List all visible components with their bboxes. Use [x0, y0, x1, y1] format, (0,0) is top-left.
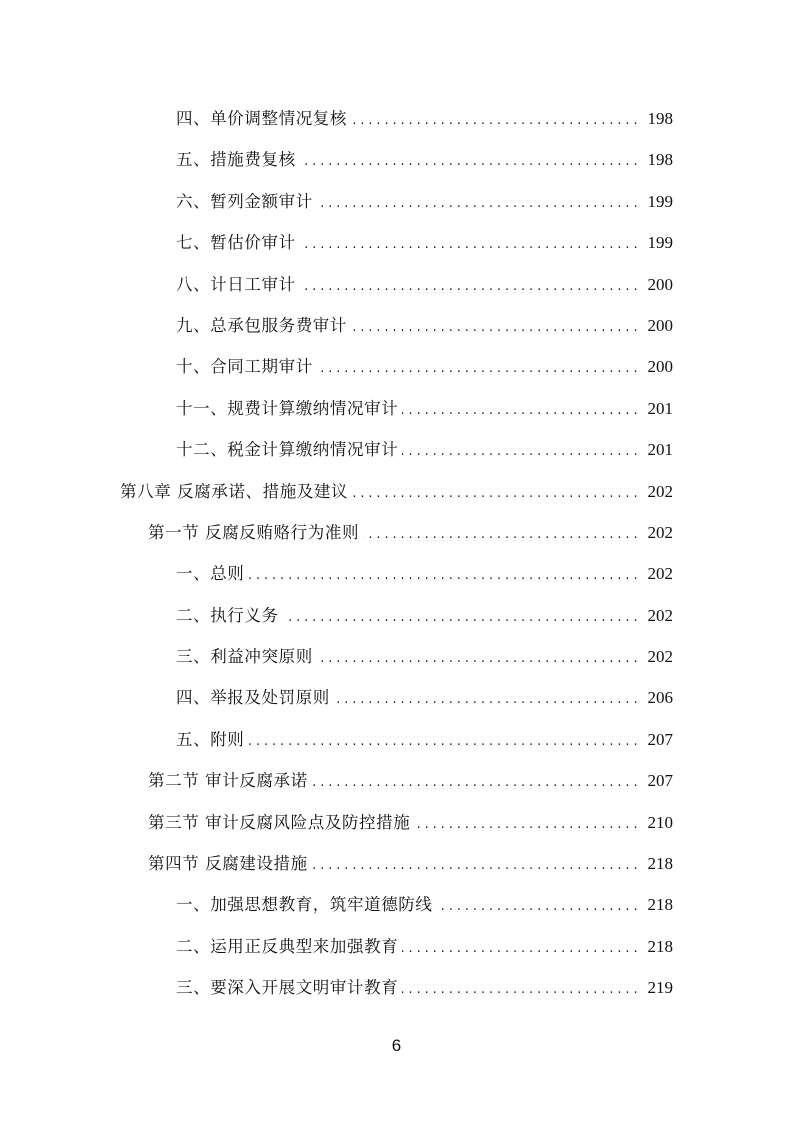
toc-section-entry[interactable]: [0, 760, 793, 801]
toc-entry-title: 第一节 反腐反贿赂行为准则: [148, 522, 360, 542]
dot-leader: [312, 762, 642, 803]
toc-subsection-entry[interactable]: [0, 595, 793, 636]
toc-entry-title: 第八章 反腐承诺、措施及建议: [120, 481, 349, 501]
toc-subsection-entry[interactable]: [0, 967, 793, 1008]
toc-subsection-entry[interactable]: [0, 926, 793, 967]
toc-entry-title: 二、运用正反典型来加强教育: [176, 936, 399, 956]
toc-entry-page-number: 218: [647, 936, 673, 956]
dot-leader: [402, 390, 641, 431]
dot-leader: [317, 183, 642, 224]
toc-entry-title: 四、单价调整情况复核: [176, 109, 347, 128]
dot-leader: [351, 307, 642, 348]
toc-subsection-entry[interactable]: [0, 636, 793, 677]
toc-subsection-entry[interactable]: [0, 346, 793, 387]
toc-entry-page-number: 207: [647, 729, 673, 749]
dot-leader: [312, 845, 642, 886]
toc-entry-page-number: 200: [647, 274, 673, 294]
toc-entry-title: 三、要深入开展文明审计教育: [176, 978, 399, 998]
toc-entry-title: 三、利益冲突原则: [176, 647, 313, 667]
toc-entry-title: 九、总承包服务费审计: [176, 315, 347, 335]
toc-entry-title: 第二节 审计反腐承诺: [148, 771, 308, 791]
toc-entry-page-number: 198: [647, 150, 673, 170]
toc-subsection-entry[interactable]: [0, 139, 793, 180]
toc-subsection-entry[interactable]: [0, 553, 793, 594]
toc-entry-page-number: 200: [647, 357, 673, 377]
toc-entry-page-number: 201: [647, 440, 673, 460]
toc-entry-page-number: 201: [647, 398, 673, 418]
toc-entry-page-number: 210: [647, 812, 673, 832]
toc-subsection-entry[interactable]: [0, 719, 793, 760]
toc-subsection-entry[interactable]: [0, 181, 793, 222]
toc-section-entry[interactable]: [0, 843, 793, 884]
toc-entry-page-number: 202: [647, 564, 673, 584]
toc-entry-title: 八、计日工审计: [176, 274, 296, 294]
toc-entry-title: 一、加强思想教育，筑牢道德防线: [176, 895, 433, 915]
toc-entry-title: 第三节 审计反腐风险点及防控措施: [148, 812, 411, 832]
toc-entry-title: 十二、税金计算缴纳情况审计: [176, 440, 399, 460]
toc-entry-page-number: 218: [647, 895, 673, 915]
toc-subsection-entry[interactable]: [0, 264, 793, 305]
dot-leader: [300, 266, 642, 307]
toc-section-entry[interactable]: [0, 512, 793, 553]
dot-leader: [300, 141, 642, 182]
toc-entry-title: 四、举报及处罚原则: [176, 688, 330, 708]
toc-subsection-entry[interactable]: [0, 98, 793, 139]
toc-subsection-entry[interactable]: [0, 388, 793, 429]
toc-section-entry[interactable]: [0, 802, 793, 843]
toc-entry-title: 一、总则: [176, 564, 245, 584]
page-number-footer: 6: [391, 1036, 402, 1055]
dot-leader: [414, 804, 641, 845]
dot-leader: [317, 348, 642, 389]
dot-leader: [402, 928, 641, 969]
toc-entry-title: 五、附则: [176, 729, 245, 749]
table-of-contents: [0, 98, 793, 1009]
toc-subsection-entry[interactable]: [0, 677, 793, 718]
toc-subsection-entry[interactable]: [0, 884, 793, 925]
toc-entry-page-number: 199: [647, 191, 673, 211]
toc-subsection-entry[interactable]: [0, 222, 793, 263]
toc-entry-page-number: 202: [647, 605, 673, 625]
dot-leader: [402, 431, 641, 472]
toc-entry-page-number: 207: [647, 771, 673, 791]
dot-leader: [437, 886, 642, 927]
dot-leader: [248, 721, 641, 762]
toc-entry-title: 第四节 反腐建设措施: [148, 854, 308, 874]
toc-entry-page-number: 198: [647, 109, 673, 128]
dot-leader: [352, 473, 641, 514]
toc-entry-title: 六、暂列金额审计: [176, 191, 313, 211]
dot-leader: [334, 679, 642, 720]
toc-entry-page-number: 202: [647, 522, 673, 542]
toc-entry-page-number: 202: [647, 481, 673, 501]
toc-entry-title: 五、措施费复核: [176, 150, 296, 170]
toc-subsection-entry[interactable]: [0, 429, 793, 470]
dot-leader: [363, 514, 641, 555]
dot-leader: [283, 597, 642, 638]
toc-entry-page-number: 199: [647, 233, 673, 253]
toc-subsection-entry[interactable]: [0, 305, 793, 346]
toc-entry-title: 二、执行义务: [176, 605, 279, 625]
toc-entry-title: 七、暂估价审计: [176, 233, 296, 253]
toc-entry-page-number: 218: [647, 854, 673, 874]
toc-entry-page-number: 200: [647, 315, 673, 335]
toc-entry-page-number: 219: [647, 978, 673, 998]
dot-leader: [248, 555, 641, 596]
dot-leader: [351, 100, 642, 141]
dot-leader: [402, 969, 641, 1010]
toc-entry-title: 十、合同工期审计: [176, 357, 313, 377]
toc-entry-page-number: 206: [647, 688, 673, 708]
toc-chapter-entry[interactable]: [0, 471, 793, 512]
toc-entry-page-number: 202: [647, 647, 673, 667]
dot-leader: [300, 224, 642, 265]
toc-entry-title: 十一、规费计算缴纳情况审计: [176, 398, 399, 418]
dot-leader: [317, 638, 642, 679]
